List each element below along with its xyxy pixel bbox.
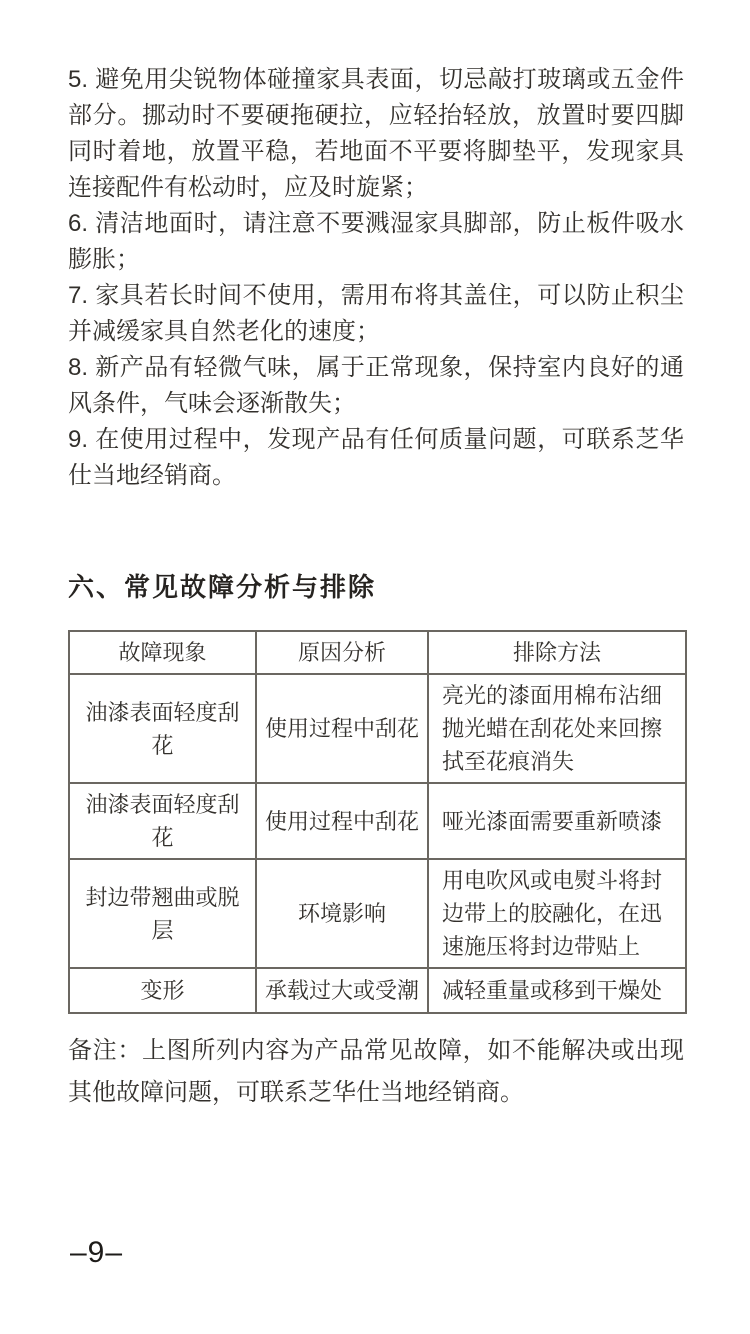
fault-analysis-table [68, 630, 687, 1014]
table-row [69, 783, 686, 859]
cell-method: 用电吹风或电熨斗将封边带上的胶融化，在迅速施压将封边带贴上 [428, 859, 686, 968]
care-instructions-list [68, 62, 684, 494]
table-row [69, 674, 686, 783]
table-row [69, 968, 686, 1013]
column-header-method: 排除方法 [428, 631, 686, 674]
care-instruction-item-8: 8. 新产品有轻微气味，属于正常现象，保持室内良好的通风条件，气味会逐渐散失； [68, 354, 684, 417]
cell-method: 减轻重量或移到干燥处 [428, 968, 686, 1013]
column-header-phenomenon: 故障现象 [69, 631, 256, 674]
cell-method: 哑光漆面需要重新喷漆 [428, 783, 686, 859]
care-instruction-item-9: 9. 在使用过程中，发现产品有任何质量问题，可联系芝华仕当地经销商。 [68, 426, 684, 489]
table-row [69, 859, 686, 968]
cell-phenomenon: 封边带翘曲或脱层 [69, 859, 256, 968]
cell-method: 亮光的漆面用棉布沾细抛光蜡在刮花处来回擦拭至花痕消失 [428, 674, 686, 783]
care-instruction-item-5: 5. 避免用尖锐物体碰撞家具表面，切忌敲打玻璃或五金件部分。挪动时不要硬拖硬拉，应轻抬轻放，放置时要四脚同时着地，放置平稳，若地面不平要将脚垫平，发现家具连接配件有松动时，应及时旋紧； [68, 66, 684, 201]
cell-phenomenon: 油漆表面轻度刮花 [69, 783, 256, 859]
cell-cause: 使用过程中刮花 [256, 674, 428, 783]
care-instruction-item-6: 6. 清洁地面时，请注意不要溅湿家具脚部，防止板件吸水膨胀； [68, 210, 684, 273]
cell-phenomenon: 油漆表面轻度刮花 [69, 674, 256, 783]
cell-cause: 环境影响 [256, 859, 428, 968]
cell-cause: 使用过程中刮花 [256, 783, 428, 859]
remarks-note: 备注：上图所列内容为产品常见故障，如不能解决或出现其他故障问题，可联系芝华仕当地经销商。 [68, 1037, 684, 1106]
cell-cause: 承载过大或受潮 [256, 968, 428, 1013]
section-title: 六、常见故障分析与排除 [68, 572, 377, 602]
care-instruction-item-7: 7. 家具若长时间不使用，需用布将其盖住，可以防止积尘并减缓家具自然老化的速度； [68, 282, 684, 345]
table-header-row [69, 631, 686, 674]
cell-phenomenon: 变形 [69, 968, 256, 1013]
page-number: –9– [70, 1236, 124, 1269]
column-header-cause: 原因分析 [256, 631, 428, 674]
